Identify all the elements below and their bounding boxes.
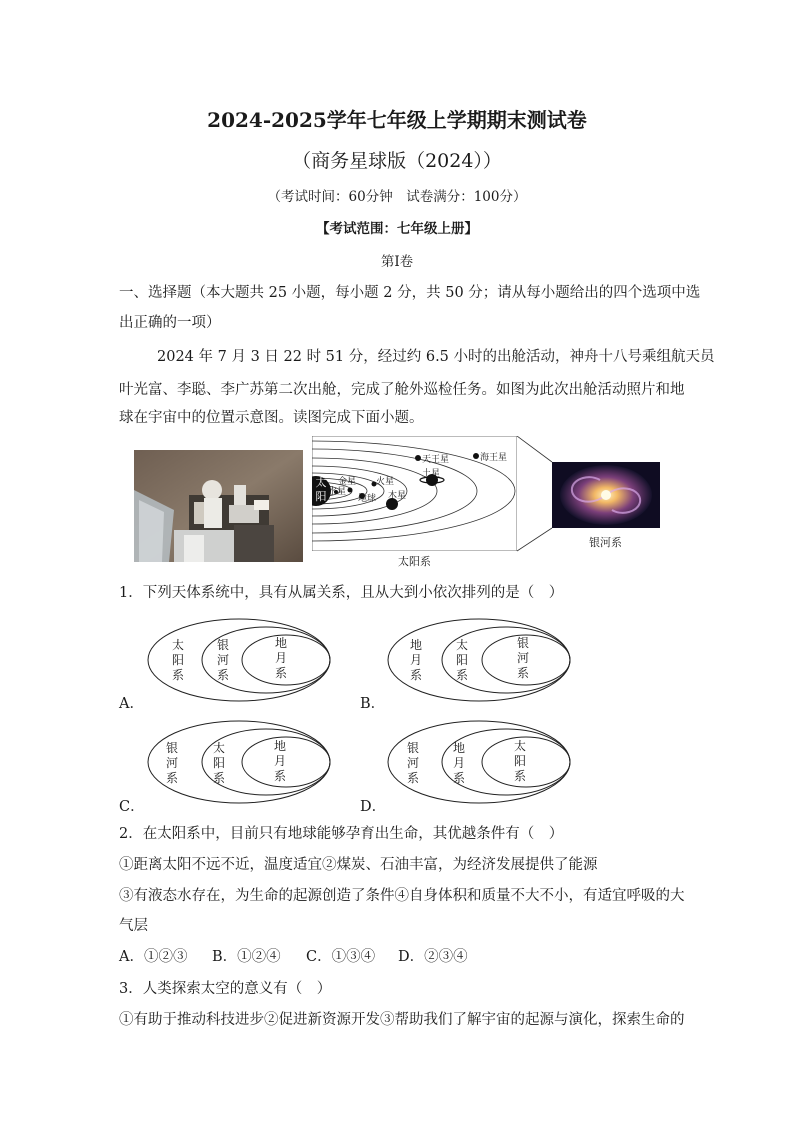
galaxy-caption: 银河系 [589, 536, 622, 549]
planet-label-mercury: 水星 [328, 487, 347, 497]
q2-statements-2: ③有液态水存在，为生命的起源创造了条件④自身体积和质量不大不小，有适宜呼吸的大 [119, 888, 685, 904]
q1-a-inner: 地月系 [274, 636, 287, 680]
planet-label-mars: 火星 [376, 477, 395, 487]
q3-statements-1: ①有助于推动科技进步②促进新资源开发③帮助我们了解宇宙的起源与演化，探索生命的 [119, 1012, 685, 1028]
q1-c-middle: 太阳系 [212, 741, 225, 785]
q2-option-d[interactable]: D．②③④ [398, 949, 468, 965]
q2-option-b[interactable]: B．①②④ [212, 949, 281, 965]
q1-d-inner: 太阳系 [513, 739, 526, 783]
exam-meta: （考试时间：60分钟 试卷满分：100分） [267, 189, 527, 205]
q1-d-middle: 地月系 [452, 741, 465, 785]
q1-d-outer: 银河系 [406, 741, 419, 785]
solar-system-caption: 太阳系 [398, 555, 431, 568]
q1-option-c-letter[interactable]: C． [119, 799, 145, 815]
section-instruction-1: 一、选择题（本大题共 25 小题，每小题 2 分，共 50 分；请从每小题给出的四个选项中选 [119, 285, 701, 301]
planet-label-neptune: 海王星 [480, 453, 508, 463]
q2-stem: 2．在太阳系中，目前只有地球能够孕育出生命，其优越条件有（ ） [119, 826, 564, 842]
passage-line-1: 2024 年 7 月 3 日 22 时 51 分，经过约 6.5 小时的出舱活动，神舟十八号乘组航天员 [157, 349, 715, 365]
solar-system-diagram [312, 436, 517, 551]
q1-a-outer: 太阳系 [171, 638, 184, 682]
q1-option-a-letter[interactable]: A． [119, 696, 144, 712]
planet-label-saturn: 土星 [422, 469, 441, 479]
q3-stem: 3．人类探索太空的意义有（ ） [119, 981, 332, 997]
galaxy-image [552, 462, 660, 528]
q1-a-middle: 银河系 [216, 638, 229, 682]
exam-scope: 【考试范围：七年级上册】 [316, 221, 478, 237]
q1-c-inner: 地月系 [273, 739, 286, 783]
q2-option-a[interactable]: A．①②③ [119, 949, 188, 965]
planet-label-jupiter: 木星 [388, 491, 407, 501]
section-instruction-2: 出正确的一项） [119, 315, 221, 331]
q1-stem: 1．下列天体系统中，具有从属关系，且从大到小依次排列的是（ ） [119, 585, 564, 601]
exam-subtitle: （商务星球版（2024）） [292, 150, 502, 172]
q1-b-middle: 太阳系 [455, 638, 468, 682]
volume-label: 第Ⅰ卷 [380, 254, 414, 270]
passage-line-2: 叶光富、李聪、李广苏第二次出舱，完成了舱外巡检任务。如图为此次出舱活动照片和地 [119, 382, 685, 398]
q1-b-inner: 银河系 [516, 636, 529, 680]
q1-c-outer: 银河系 [165, 741, 178, 785]
q2-statements-1: ①距离太阳不远不近，温度适宜②煤炭、石油丰富，为经济发展提供了能源 [119, 857, 598, 873]
spacewalk-photo [134, 450, 303, 562]
planet-label-earth: 地球 [358, 494, 377, 504]
passage-line-3: 球在宇宙中的位置示意图。读图完成下面小题。 [119, 410, 424, 426]
exam-title: 2024-2025学年七年级上学期期末测试卷 [207, 108, 587, 132]
q1-b-outer: 地月系 [409, 638, 422, 682]
zoom-connector [517, 436, 553, 556]
sun-label: 太阳 [315, 476, 327, 503]
q2-option-c[interactable]: C．①③④ [306, 949, 376, 965]
planet-label-uranus: 天王星 [422, 455, 450, 465]
q1-option-d-letter[interactable]: D． [360, 799, 387, 815]
q1-option-b-letter[interactable]: B． [360, 696, 386, 712]
planet-label-venus: 金星 [338, 477, 357, 487]
q2-statements-3: 气层 [119, 918, 148, 934]
